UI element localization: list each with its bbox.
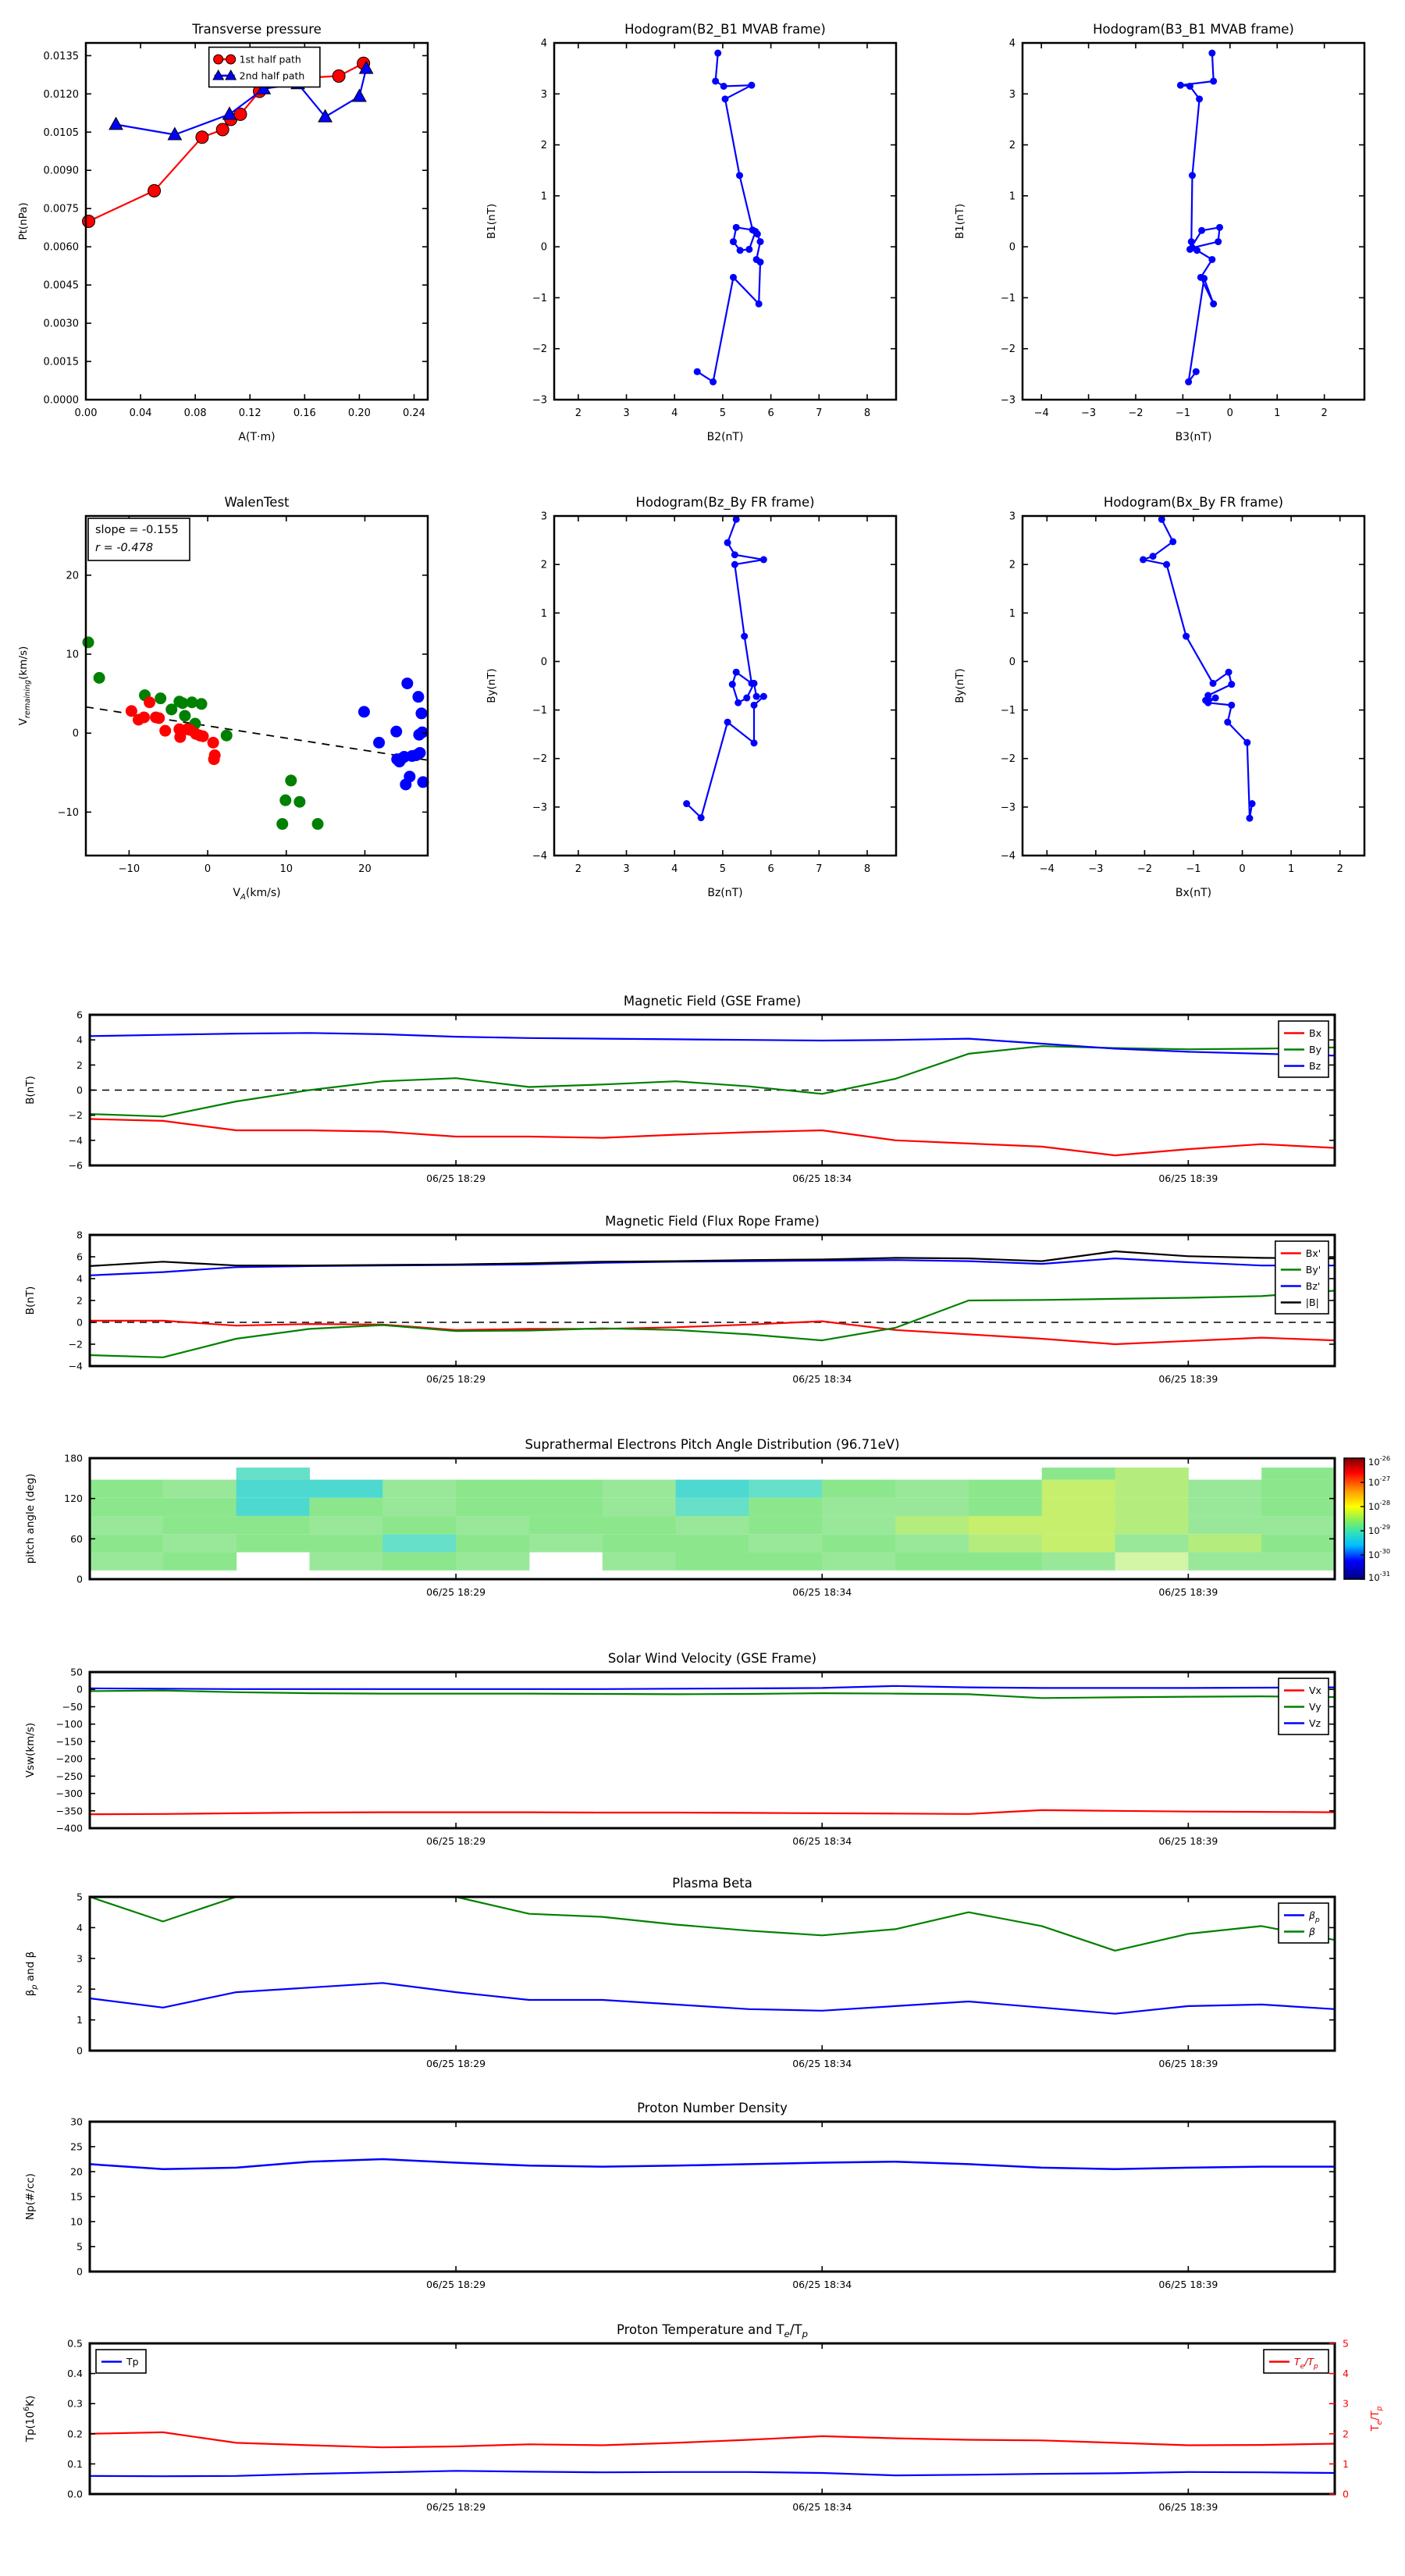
series-bx-by-path xyxy=(1140,516,1256,822)
svg-text:06/25 18:39: 06/25 18:39 xyxy=(1158,2501,1218,2513)
svg-text:3: 3 xyxy=(623,407,630,419)
svg-text:2: 2 xyxy=(76,1294,83,1307)
svg-text:0: 0 xyxy=(1226,407,1233,419)
svg-text:−4: −4 xyxy=(532,850,547,863)
svg-text:4: 4 xyxy=(76,1921,83,1934)
legend-box xyxy=(1279,1903,1329,1943)
svg-text:15: 15 xyxy=(70,2190,83,2203)
svg-text:0: 0 xyxy=(76,1316,83,1329)
axis-ticks xyxy=(90,1235,1335,1366)
svg-text:0.04: 0.04 xyxy=(129,407,152,419)
annotation-box xyxy=(88,518,190,560)
svg-text:2: 2 xyxy=(76,1059,83,1071)
svg-text:0: 0 xyxy=(76,1573,83,1585)
series-Np xyxy=(90,2159,1335,2169)
colorbar-tick: $10^{-29}$ xyxy=(1368,1523,1391,1536)
svg-text:−300: −300 xyxy=(55,1788,83,1800)
svg-text:2: 2 xyxy=(1008,140,1016,152)
svg-text:06/25 18:29: 06/25 18:29 xyxy=(426,2501,486,2513)
svg-text:4: 4 xyxy=(1343,2368,1349,2380)
legend-label: β xyxy=(1309,1926,1315,1937)
svg-text:1: 1 xyxy=(1008,607,1016,620)
svg-text:8: 8 xyxy=(76,1229,83,1241)
y-axis-label: Vsw(km/s) xyxy=(24,1722,37,1778)
axis-ticks xyxy=(90,1672,1335,1828)
svg-text:0.08: 0.08 xyxy=(183,407,207,419)
svg-text:20: 20 xyxy=(70,2165,83,2178)
svg-text:3: 3 xyxy=(540,88,547,101)
plot-mag-fr xyxy=(0,1212,1405,1401)
svg-text:0.4: 0.4 xyxy=(67,2368,83,2380)
y-axis-label: By(nT) xyxy=(954,668,966,703)
svg-text:−2: −2 xyxy=(1000,753,1016,766)
series-Bz xyxy=(90,1033,1335,1055)
series-Bx xyxy=(90,1119,1335,1156)
colorbar-tick: $10^{-27}$ xyxy=(1368,1475,1391,1488)
svg-text:3: 3 xyxy=(1343,2397,1349,2410)
plot-frame xyxy=(90,1235,1335,1366)
svg-text:6: 6 xyxy=(767,863,774,875)
heatmap xyxy=(90,1468,1336,1571)
y-axis-label: Np(#/cc) xyxy=(24,2173,37,2220)
plot-mag-gse xyxy=(0,991,1405,1201)
svg-text:06/25 18:39: 06/25 18:39 xyxy=(1158,1172,1218,1184)
plot-title: Suprathermal Electrons Pitch Angle Distribution (96.71eV) xyxy=(525,1437,900,1452)
svg-text:06/25 18:29: 06/25 18:29 xyxy=(426,1835,486,1847)
y-axis-label: B1(nT) xyxy=(486,203,498,240)
svg-text:4: 4 xyxy=(671,863,678,875)
plot-walen-test xyxy=(0,464,468,921)
svg-text:1: 1 xyxy=(1343,2457,1349,2470)
legend-label: 1st half path xyxy=(239,53,301,66)
plot-title: Hodogram(Bx_By FR frame) xyxy=(1103,495,1284,510)
axis-ticks xyxy=(90,2122,1335,2272)
y-axis-label: Pt(nPa) xyxy=(17,202,30,240)
svg-text:5: 5 xyxy=(76,1891,83,1903)
svg-text:2: 2 xyxy=(540,140,547,152)
legend-label: By xyxy=(1309,1044,1321,1055)
svg-text:0: 0 xyxy=(540,656,547,668)
svg-text:06/25 18:39: 06/25 18:39 xyxy=(1158,1835,1218,1847)
colorbar xyxy=(1344,1454,1390,1583)
svg-text:5: 5 xyxy=(1343,2337,1349,2350)
svg-text:0: 0 xyxy=(1343,2488,1349,2500)
svg-text:06/25 18:39: 06/25 18:39 xyxy=(1158,2279,1218,2290)
plot-frame xyxy=(554,516,896,856)
series-Bmag xyxy=(90,1251,1335,1266)
axis-ticks xyxy=(1023,516,1364,856)
y-axis-label: pitch angle (deg) xyxy=(24,1473,37,1564)
svg-text:1: 1 xyxy=(540,190,547,203)
plot-frame xyxy=(86,516,428,856)
svg-text:8: 8 xyxy=(863,407,871,419)
svg-text:0.0105: 0.0105 xyxy=(43,126,79,139)
plot-hodogram-b3-b1 xyxy=(937,12,1405,461)
svg-text:−2: −2 xyxy=(532,753,547,766)
svg-text:0.0030: 0.0030 xyxy=(43,318,79,330)
legend xyxy=(1264,2350,1329,2373)
legend-label: Bz xyxy=(1309,1060,1321,1072)
svg-text:25: 25 xyxy=(70,2140,83,2153)
svg-text:1: 1 xyxy=(1274,407,1281,419)
svg-text:06/25 18:34: 06/25 18:34 xyxy=(792,2501,852,2513)
x-axis-label: B3(nT) xyxy=(1175,431,1212,443)
colorbar-tick: $10^{-31}$ xyxy=(1368,1570,1391,1583)
svg-text:2: 2 xyxy=(76,1983,83,1995)
plot-hodogram-b2-b1 xyxy=(468,12,937,461)
y-axis-label: B1(nT) xyxy=(954,203,966,240)
svg-text:0: 0 xyxy=(76,2044,83,2057)
svg-text:06/25 18:39: 06/25 18:39 xyxy=(1158,1586,1218,1598)
legend-label: Bx xyxy=(1309,1027,1321,1039)
x-axis-label: Bx(nT) xyxy=(1175,887,1212,899)
svg-text:0: 0 xyxy=(76,1084,83,1096)
plot-transverse-pressure xyxy=(0,12,468,461)
svg-text:0.24: 0.24 xyxy=(403,407,425,419)
plot-title: Hodogram(B2_B1 MVAB frame) xyxy=(624,22,826,37)
svg-text:−1: −1 xyxy=(1175,407,1190,419)
svg-text:−3: −3 xyxy=(1080,407,1097,419)
svg-text:06/25 18:34: 06/25 18:34 xyxy=(792,2279,852,2290)
plot-frame xyxy=(90,1015,1335,1165)
plot-title: Magnetic Field (Flux Rope Frame) xyxy=(605,1214,820,1229)
legend-label: $T_e/T_p$ xyxy=(1294,2356,1318,2371)
svg-text:0.3: 0.3 xyxy=(67,2397,83,2410)
svg-text:3: 3 xyxy=(1008,88,1016,101)
svg-text:8: 8 xyxy=(863,863,871,875)
svg-text:0.1: 0.1 xyxy=(67,2457,83,2470)
svg-text:−250: −250 xyxy=(55,1770,83,1782)
svg-text:−3: −3 xyxy=(532,802,547,814)
svg-text:10: 10 xyxy=(66,649,79,661)
svg-text:06/25 18:34: 06/25 18:34 xyxy=(792,1172,852,1184)
svg-text:06/25 18:34: 06/25 18:34 xyxy=(792,1373,852,1385)
svg-text:−3: −3 xyxy=(1000,394,1016,407)
series-beta xyxy=(90,1897,1335,1951)
svg-text:6: 6 xyxy=(767,407,774,419)
svg-text:06/25 18:29: 06/25 18:29 xyxy=(426,2058,486,2069)
axis-ticks xyxy=(90,1897,1335,2051)
svg-text:06/25 18:29: 06/25 18:29 xyxy=(426,1172,486,1184)
x-axis-label: Bz(nT) xyxy=(707,887,743,899)
legend xyxy=(1275,1241,1329,1314)
svg-text:10: 10 xyxy=(70,2215,83,2228)
svg-text:06/25 18:34: 06/25 18:34 xyxy=(792,1835,852,1847)
svg-text:2: 2 xyxy=(540,559,547,571)
svg-text:−4: −4 xyxy=(1000,850,1016,863)
svg-text:−1: −1 xyxy=(1186,863,1201,875)
colorbar-tick: $10^{-26}$ xyxy=(1368,1454,1391,1468)
svg-text:0.00: 0.00 xyxy=(74,407,98,419)
svg-text:7: 7 xyxy=(816,863,823,875)
series-Vx xyxy=(90,1810,1335,1814)
svg-text:06/25 18:39: 06/25 18:39 xyxy=(1158,1373,1218,1385)
y-axis-label: B(nT) xyxy=(24,1076,37,1105)
svg-text:0.0120: 0.0120 xyxy=(43,88,79,101)
plot-title: Transverse pressure xyxy=(192,22,322,37)
svg-text:3: 3 xyxy=(76,1952,83,1965)
svg-text:0: 0 xyxy=(72,728,79,740)
svg-text:−2: −2 xyxy=(1128,407,1144,419)
svg-text:−150: −150 xyxy=(55,1735,83,1748)
colorbar-tick: $10^{-30}$ xyxy=(1368,1547,1391,1560)
svg-text:4: 4 xyxy=(76,1272,83,1285)
axis-ticks xyxy=(86,516,428,856)
svg-text:1: 1 xyxy=(540,607,547,620)
plot-plasma-beta xyxy=(0,1873,1405,2086)
legend-label: Bz' xyxy=(1305,1280,1321,1292)
series-Vz xyxy=(90,1686,1335,1689)
svg-text:−3: −3 xyxy=(1088,863,1104,875)
svg-text:−3: −3 xyxy=(1000,802,1016,814)
legend-label: |B| xyxy=(1305,1297,1319,1308)
svg-text:20: 20 xyxy=(358,863,372,875)
series-bz-by-path xyxy=(683,516,767,821)
svg-text:06/25 18:34: 06/25 18:34 xyxy=(792,2058,852,2069)
svg-text:0: 0 xyxy=(204,863,212,875)
colorbar-tick: $10^{-28}$ xyxy=(1368,1499,1391,1512)
svg-text:5: 5 xyxy=(719,863,727,875)
y-axis-label: $V_{remaining}(km/s)$ xyxy=(17,646,32,726)
plot-title: Hodogram(Bz_By FR frame) xyxy=(635,495,815,510)
svg-text:−3: −3 xyxy=(532,394,547,407)
legend xyxy=(96,2350,146,2373)
svg-text:1: 1 xyxy=(1008,190,1016,203)
svg-text:0.12: 0.12 xyxy=(238,407,261,419)
svg-text:0: 0 xyxy=(1008,656,1016,668)
svg-text:4: 4 xyxy=(1008,37,1016,50)
svg-text:60: 60 xyxy=(70,1532,83,1545)
legend-label: Tp xyxy=(126,2356,139,2368)
svg-text:−4: −4 xyxy=(68,1360,83,1372)
legend-label: 2nd half path xyxy=(239,69,305,82)
right-axis-label: $T_e/T_p$ xyxy=(1370,2406,1384,2432)
svg-text:−2: −2 xyxy=(1136,863,1153,875)
svg-text:0.0090: 0.0090 xyxy=(43,165,79,177)
svg-text:5: 5 xyxy=(719,407,727,419)
svg-text:0.20: 0.20 xyxy=(347,407,371,419)
svg-text:2: 2 xyxy=(1321,407,1328,419)
series-scatter-blue xyxy=(358,678,429,790)
y-axis-label: $\beta_p$ and β xyxy=(24,1951,39,1997)
legend xyxy=(1279,1021,1329,1077)
svg-text:−1: −1 xyxy=(1000,705,1016,717)
svg-text:4: 4 xyxy=(540,37,547,50)
plot-proton-density xyxy=(0,2098,1405,2307)
svg-text:120: 120 xyxy=(64,1493,83,1505)
legend-label: By' xyxy=(1305,1264,1321,1276)
svg-text:0: 0 xyxy=(1008,241,1016,254)
series-b3-b1-path xyxy=(1177,50,1223,386)
svg-text:50: 50 xyxy=(70,1666,83,1678)
svg-text:180: 180 xyxy=(64,1452,83,1464)
legend-label: Bx' xyxy=(1305,1247,1321,1259)
plot-vsw xyxy=(0,1649,1405,1863)
plot-proton-temp xyxy=(0,2320,1405,2529)
svg-text:4: 4 xyxy=(671,407,678,419)
svg-text:20: 20 xyxy=(66,570,79,582)
plot-hodogram-bx-by xyxy=(937,464,1405,921)
axis-ticks xyxy=(90,1015,1335,1165)
axis-ticks xyxy=(554,516,896,856)
legend xyxy=(209,47,320,87)
svg-text:30: 30 xyxy=(70,2115,83,2128)
x-axis-label: B2(nT) xyxy=(706,431,744,443)
legend xyxy=(1279,1903,1329,1943)
svg-text:−10: −10 xyxy=(57,806,79,819)
legend-label: $\beta_p$ xyxy=(1309,1909,1320,1924)
plot-frame xyxy=(90,2122,1335,2272)
svg-text:0.0: 0.0 xyxy=(67,2488,83,2500)
plot-title: Proton Temperature and $T_e/T_p$ xyxy=(616,2322,809,2339)
svg-text:−100: −100 xyxy=(55,1718,83,1731)
plot-frame xyxy=(90,1672,1335,1828)
plot-title: WalenTest xyxy=(224,495,290,510)
svg-text:−2: −2 xyxy=(68,1109,83,1122)
series-Tp xyxy=(90,2471,1335,2476)
svg-text:1: 1 xyxy=(76,2014,83,2026)
svg-text:0.0045: 0.0045 xyxy=(43,279,79,292)
svg-text:−200: −200 xyxy=(55,1752,83,1765)
plot-hodogram-bz-by xyxy=(468,464,937,921)
svg-text:slope = -0.155: slope = -0.155 xyxy=(95,524,179,536)
svg-text:0.16: 0.16 xyxy=(293,407,316,419)
svg-text:−2: −2 xyxy=(532,343,547,356)
svg-text:−4: −4 xyxy=(1033,407,1049,419)
svg-text:0.0135: 0.0135 xyxy=(43,50,79,62)
svg-text:−1: −1 xyxy=(1000,292,1016,304)
plot-title: Proton Number Density xyxy=(637,2101,788,2115)
svg-text:5: 5 xyxy=(76,2240,83,2253)
svg-text:−1: −1 xyxy=(532,705,547,717)
legend-label: Vz xyxy=(1309,1717,1321,1729)
series-beta-p xyxy=(90,1983,1335,2013)
legend xyxy=(1279,1678,1329,1735)
svg-text:3: 3 xyxy=(540,511,547,523)
svg-text:r = -0.478: r = -0.478 xyxy=(95,542,154,554)
svg-text:−6: −6 xyxy=(68,1159,83,1172)
plot-title: Hodogram(B3_B1 MVAB frame) xyxy=(1093,22,1294,37)
series-Vy xyxy=(90,1691,1335,1699)
svg-text:0.0075: 0.0075 xyxy=(43,203,79,215)
svg-text:10: 10 xyxy=(279,863,293,875)
svg-text:06/25 18:29: 06/25 18:29 xyxy=(426,1586,486,1598)
svg-text:0.0015: 0.0015 xyxy=(43,356,79,368)
series-By xyxy=(90,1046,1335,1116)
svg-text:−4: −4 xyxy=(68,1134,83,1147)
svg-text:0: 0 xyxy=(76,2265,83,2278)
svg-text:3: 3 xyxy=(1008,511,1016,523)
svg-text:−2: −2 xyxy=(68,1338,83,1350)
plot-title: Magnetic Field (GSE Frame) xyxy=(623,994,802,1009)
svg-text:7: 7 xyxy=(816,407,823,419)
svg-text:2: 2 xyxy=(574,407,582,419)
plot-frame xyxy=(1023,516,1364,856)
svg-text:2: 2 xyxy=(1336,863,1343,875)
legend-label: Vy xyxy=(1309,1701,1321,1713)
svg-text:0.5: 0.5 xyxy=(67,2337,83,2350)
y-axis-label: B(nT) xyxy=(24,1286,37,1315)
svg-text:4: 4 xyxy=(76,1034,83,1046)
plot-title: Solar Wind Velocity (GSE Frame) xyxy=(607,1651,817,1666)
svg-text:0.0000: 0.0000 xyxy=(43,394,79,407)
svg-text:06/25 18:29: 06/25 18:29 xyxy=(426,2279,486,2290)
x-axis-label: A(T·m) xyxy=(238,431,276,443)
y-axis-label: By(nT) xyxy=(486,668,498,703)
svg-text:06/25 18:29: 06/25 18:29 xyxy=(426,1373,486,1385)
svg-text:0: 0 xyxy=(540,241,547,254)
svg-text:2: 2 xyxy=(574,863,582,875)
svg-text:6: 6 xyxy=(76,1009,83,1021)
svg-text:−1: −1 xyxy=(532,292,547,304)
plot-sepad xyxy=(0,1435,1405,1614)
svg-text:0.0060: 0.0060 xyxy=(43,241,79,254)
x-axis-label: $V_A(km/s)$ xyxy=(233,887,281,902)
svg-text:−2: −2 xyxy=(1000,343,1016,356)
svg-text:−50: −50 xyxy=(62,1700,83,1713)
svg-text:−350: −350 xyxy=(55,1805,83,1817)
svg-text:−10: −10 xyxy=(118,863,140,875)
svg-text:0.2: 0.2 xyxy=(67,2428,83,2440)
svg-text:−400: −400 xyxy=(55,1822,83,1834)
svg-text:1: 1 xyxy=(1288,863,1295,875)
svg-text:0: 0 xyxy=(1239,863,1246,875)
svg-text:−4: −4 xyxy=(1039,863,1055,875)
plot-frame xyxy=(90,1897,1335,2051)
series-b2-b1-path xyxy=(694,50,764,386)
series-Te-over-Tp xyxy=(90,2432,1335,2447)
y-axis-label: $Tp(10^6K)$ xyxy=(23,2395,37,2443)
svg-text:3: 3 xyxy=(623,863,630,875)
plot-title: Plasma Beta xyxy=(672,1876,752,1891)
legend-label: Vx xyxy=(1309,1685,1321,1696)
svg-text:06/25 18:34: 06/25 18:34 xyxy=(792,1586,852,1598)
svg-text:2: 2 xyxy=(1343,2428,1349,2440)
svg-text:2: 2 xyxy=(1008,559,1016,571)
svg-text:0: 0 xyxy=(76,1683,83,1695)
svg-text:06/25 18:39: 06/25 18:39 xyxy=(1158,2058,1218,2069)
svg-text:6: 6 xyxy=(76,1251,83,1263)
